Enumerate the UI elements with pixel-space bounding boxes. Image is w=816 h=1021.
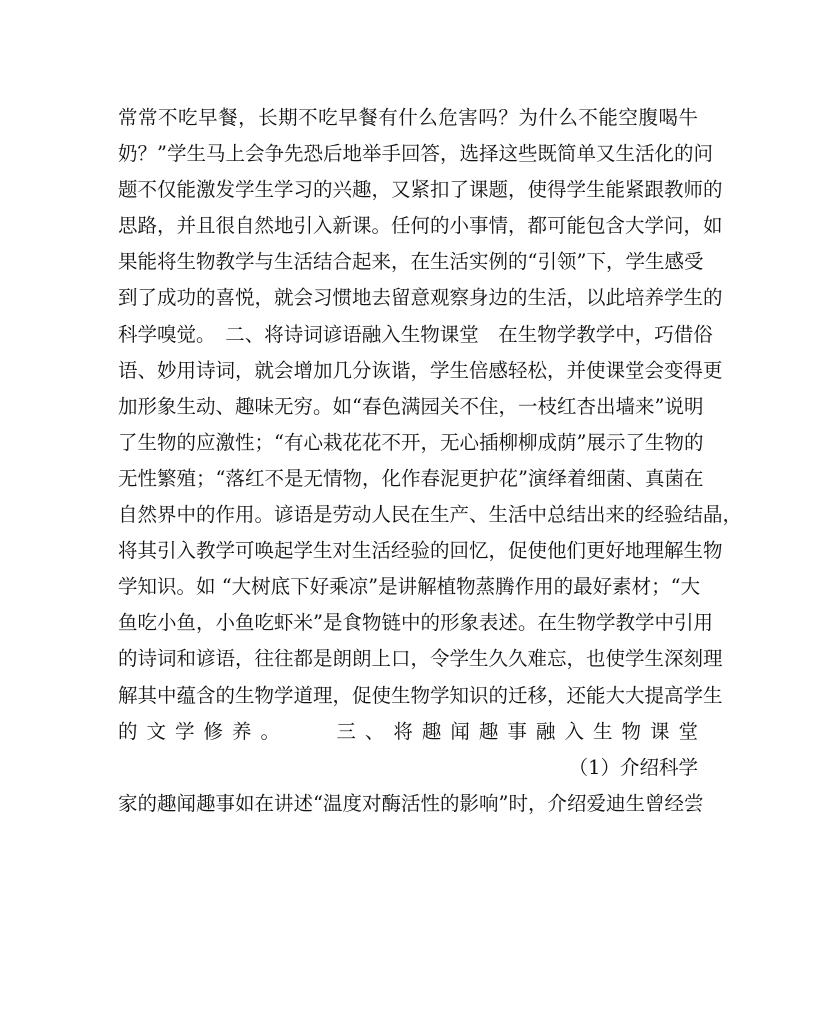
text-line: 无性繁殖；“落红不是无情物，化作春泥更护花”演绎着细菌、真菌在 bbox=[118, 466, 704, 490]
text-line: 语、妙用诗词，就会增加几分诙谐，学生倍感轻松，并使课堂会变得更 bbox=[118, 358, 723, 382]
text-line: 加形象生动、趣味无穷。如“春色满园关不住，一枝红杏出墙来”说明 bbox=[118, 394, 704, 418]
text-line: 自然界中的作用。谚语是劳动人民在生产、生活中总结出来的经验结晶， bbox=[118, 503, 743, 527]
text-line: 鱼吃小鱼，小鱼吃虾米”是食物链中的形象表述。在生物学教学中引用 bbox=[118, 611, 713, 635]
text-line: 的诗词和谚语，往往都是朗朗上口，令学生久久难忘，也使学生深刻理 bbox=[118, 647, 723, 671]
text-line: 学知识。如 “大树底下好乘凉”是讲解植物蒸腾作用的最好素材；“大 bbox=[118, 575, 701, 599]
text-line: 家的趣闻趣事如在讲述“温度对酶活性的影响”时，介绍爱迪生曾经尝 bbox=[118, 791, 704, 815]
text-line: 解其中蕴含的生物学道理，促使生物学知识的迁移，还能大大提高学生 bbox=[118, 683, 723, 707]
text-line: 将其引入教学可唤起学生对生活经验的回忆，促使他们更好地理解生物 bbox=[118, 539, 723, 563]
text-line: 了生物的应激性；“有心栽花花不开，无心插柳柳成荫”展示了生物的 bbox=[118, 430, 704, 454]
text-line: 题不仅能激发学生学习的兴趣，又紧扣了课题，使得学生能紧跟教师的 bbox=[118, 178, 723, 202]
section-heading-line: 的文学修养。 三、将趣闻趣事融入生物课堂 bbox=[118, 719, 698, 743]
text-line: 果能将生物教学与生活结合起来，在生活实例的“引领”下，学生感受 bbox=[118, 250, 704, 274]
subsection-label-line: （1）介绍科学 bbox=[568, 755, 698, 779]
text-line: 常常不吃早餐，长期不吃早餐有什么危害吗？为什么不能空腹喝牛 bbox=[118, 106, 698, 129]
text-line: 思路，并且很自然地引入新课。任何的小事情，都可能包含大学问，如 bbox=[118, 214, 723, 238]
text-line: 到了成功的喜悦，就会习惯地去留意观察身边的生活，以此培养学生的 bbox=[118, 286, 723, 310]
body-text bbox=[118, 100, 743, 822]
text-line: 奶？”学生马上会争先恐后地举手回答，选择这些既简单又生活化的问 bbox=[118, 142, 713, 166]
text-line: 科学嗅觉。 二、将诗词谚语融入生物课堂 在生物学教学中，巧借俗 bbox=[118, 322, 713, 346]
